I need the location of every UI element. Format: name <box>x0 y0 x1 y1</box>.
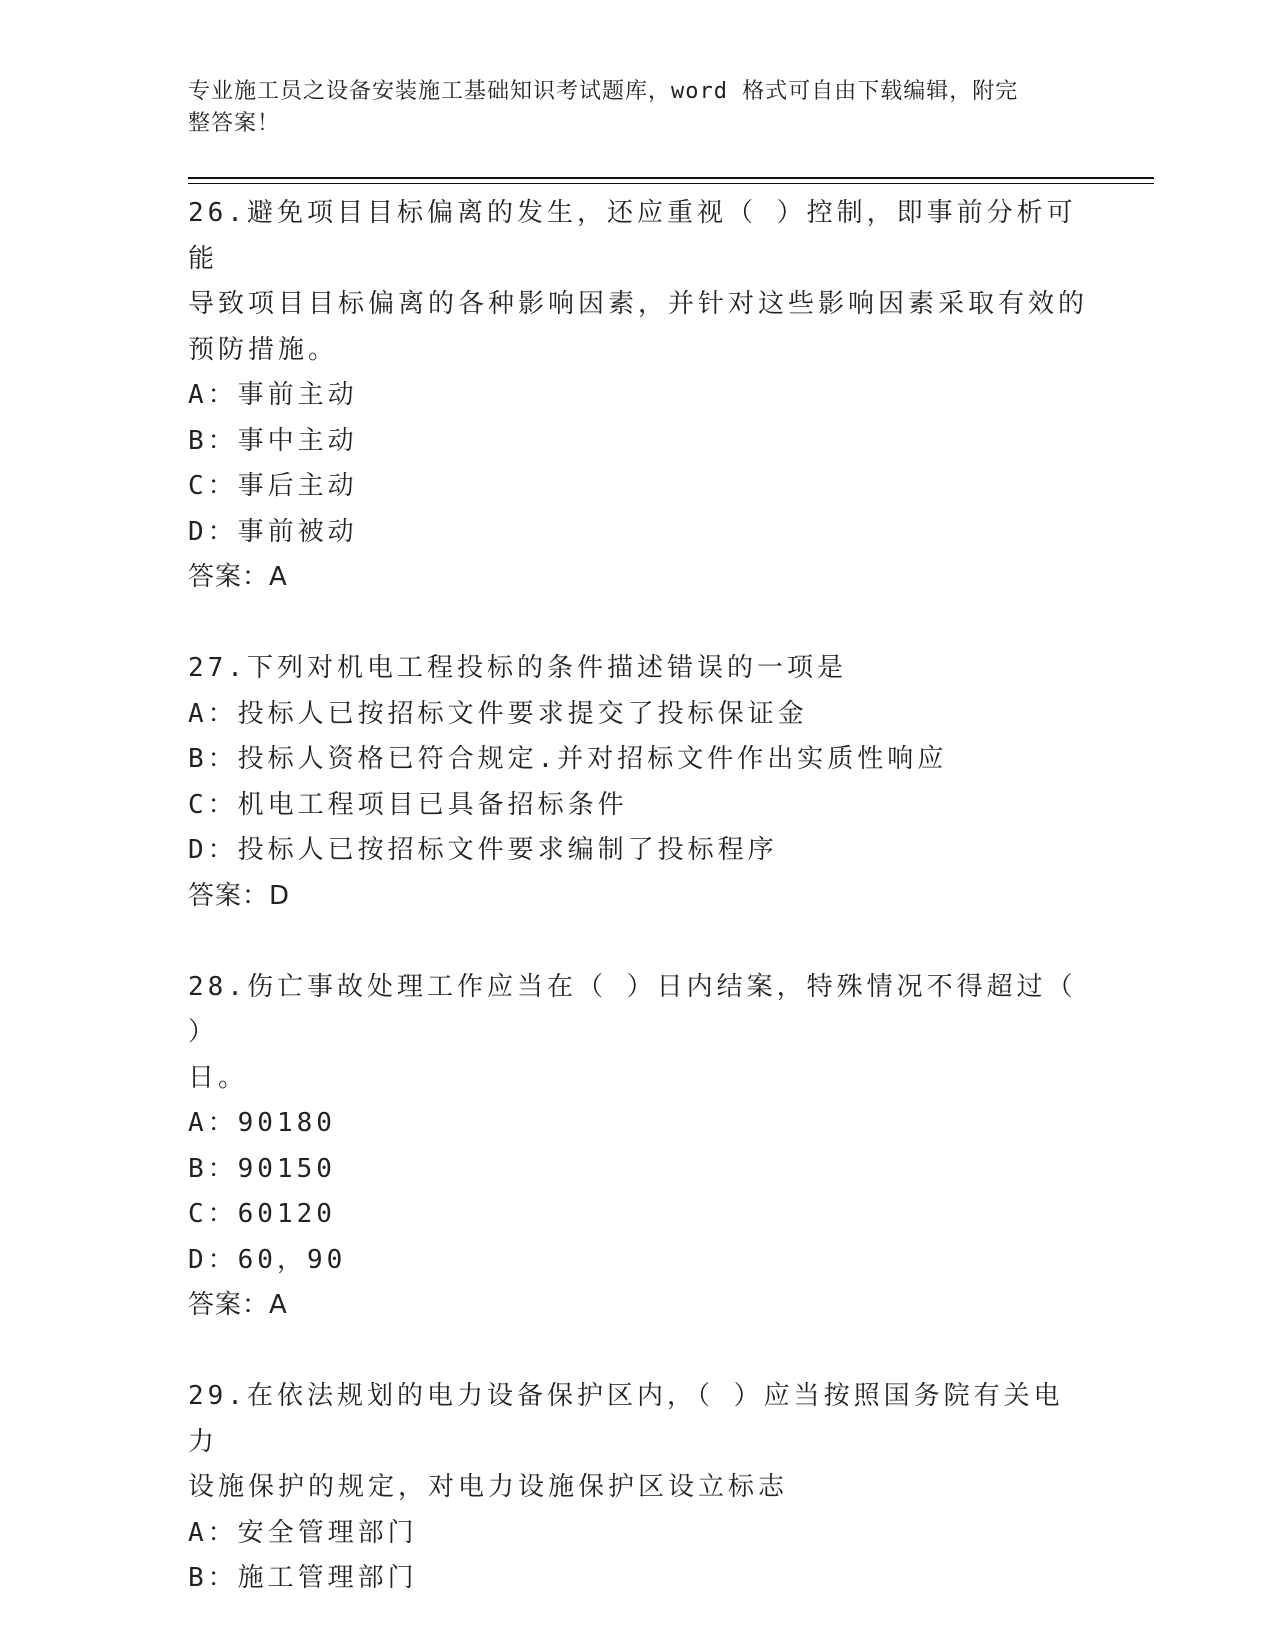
option-c: C：事后主动 <box>188 471 358 501</box>
question-28 <box>188 965 1088 1329</box>
question-stem-line: 27.下列对机电工程投标的条件描述错误的一项是 <box>188 653 847 683</box>
question-stem-line: 导致项目目标偏离的各种影响因素，并针对这些影响因素采取有效的 <box>188 289 1089 319</box>
option-a: A：安全管理部门 <box>188 1517 418 1548</box>
option-a: A：投标人已按招标文件要求提交了投标保证金 <box>188 698 808 729</box>
option-b: B：施工管理部门 <box>188 1563 418 1593</box>
question-stem-line: 设施保护的规定，对电力设施保护区设立标志 <box>188 1472 789 1502</box>
option-b: B：投标人资格已符合规定.并对招标文件作出实质性响应 <box>188 744 948 774</box>
option-d: D：60，90 <box>188 1244 347 1275</box>
question-26 <box>188 191 1088 601</box>
answer: 答案：A <box>188 562 288 592</box>
question-stem-line: 29.在依法规划的电力设备保护区内，（ ）应当按照国务院有关电力 <box>188 1381 1064 1457</box>
question-stem-line: 日。 <box>188 1062 249 1093</box>
option-b: B：90150 <box>188 1153 336 1184</box>
header-line-2: 整答案！ <box>188 111 281 136</box>
question-stem-line: 28.伤亡事故处理工作应当在（ ）日内结案，特殊情况不得超过（ ） <box>188 971 1077 1047</box>
answer: 答案：D <box>188 880 291 911</box>
option-d: D：事前被动 <box>188 516 358 547</box>
header-divider-thin <box>188 183 1154 184</box>
header-divider-thick <box>188 177 1154 179</box>
question-stem-line: 26.避免项目目标偏离的发生，还应重视（ ）控制，即事前分析可能 <box>188 198 1077 274</box>
question-list <box>188 191 1088 1602</box>
question-29 <box>188 1374 1088 1602</box>
option-a: A：事前主动 <box>188 380 358 410</box>
option-c: C：机电工程项目已具备招标条件 <box>188 789 628 820</box>
option-a: A：90180 <box>188 1108 336 1138</box>
question-stem-line: 预防措施。 <box>188 334 339 365</box>
option-d: D：投标人已按招标文件要求编制了投标程序 <box>188 835 778 865</box>
option-c: C：60120 <box>188 1199 336 1229</box>
question-27 <box>188 646 1088 919</box>
answer: 答案：A <box>188 1290 288 1320</box>
option-b: B：事中主动 <box>188 425 358 456</box>
document-header <box>188 76 1068 140</box>
header-line-1: 专业施工员之设备安装施工基础知识考试题库，word 格式可自由下载编辑，附完 <box>188 79 1019 104</box>
